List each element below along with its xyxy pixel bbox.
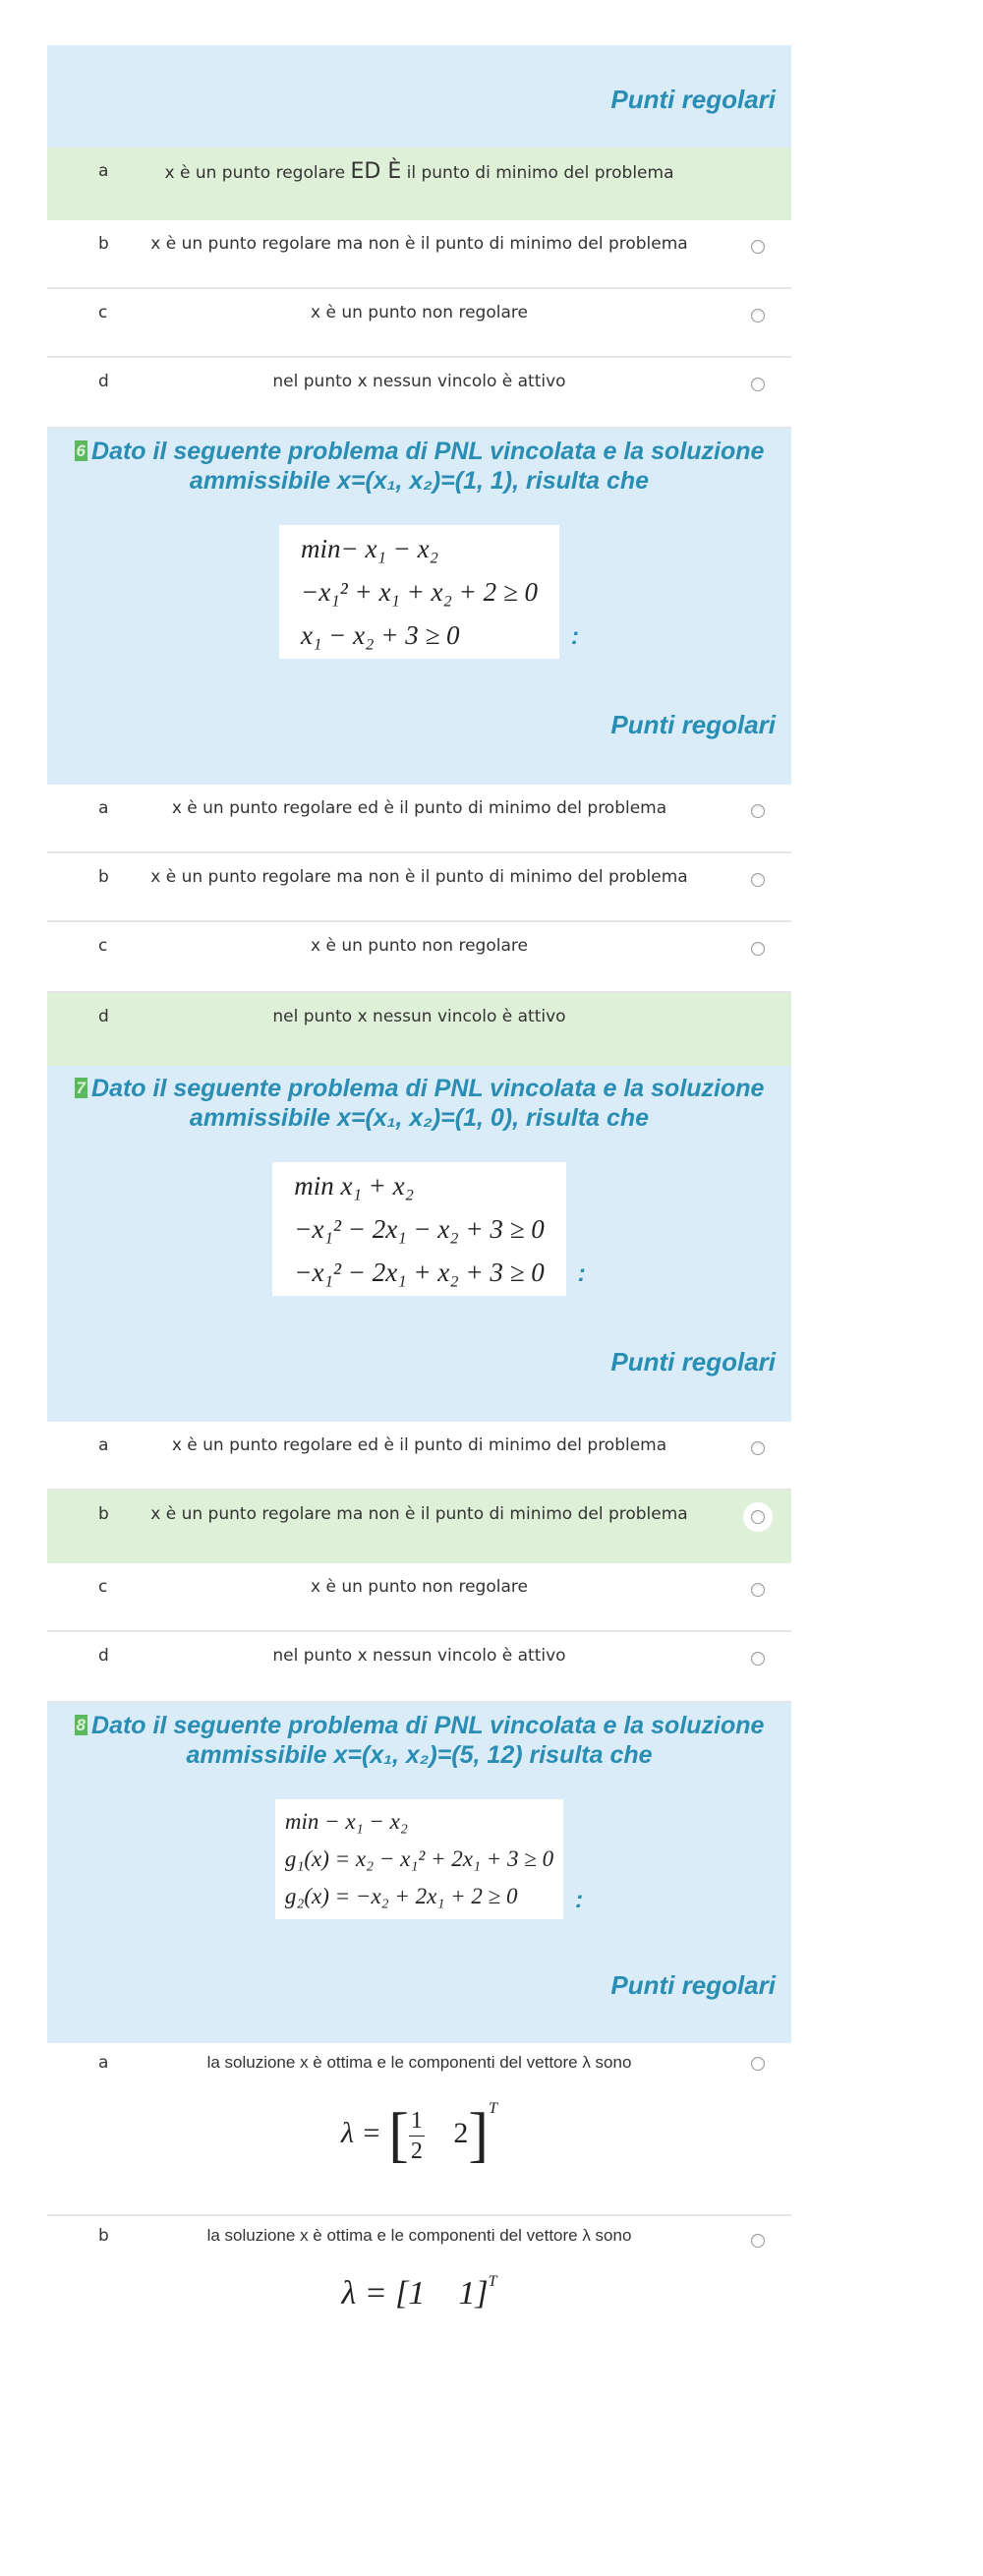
fraction-numerator: 1 (409, 2106, 425, 2137)
radio-button[interactable] (751, 378, 765, 391)
answer-option-a[interactable] (47, 785, 791, 853)
answer-letter: b (98, 867, 109, 887)
answer-option-b[interactable] (47, 2216, 791, 2344)
answer-text (126, 159, 713, 184)
answer-option-d[interactable] (47, 993, 791, 1066)
lambda-vector (47, 2100, 791, 2171)
formula-image (272, 1162, 586, 1296)
answer-option-a[interactable] (47, 1422, 791, 1491)
section-label: Punti regolari (610, 1347, 776, 1376)
radio-button[interactable] (751, 942, 765, 956)
formula-colon: : (577, 1260, 586, 1287)
answer-option-c[interactable] (47, 289, 791, 358)
answer-option-b[interactable] (47, 853, 791, 922)
formula-image (275, 1799, 584, 1919)
answer-text-post: il punto di minimo del problema (401, 163, 674, 183)
answer-option-c[interactable] (47, 1563, 791, 1632)
answer-text: x è un punto regolare ed è il punto di minimo del problema (171, 798, 667, 818)
question-5-header (47, 45, 791, 147)
answer-text: nel punto x nessun vincolo è attivo (272, 1007, 566, 1026)
answer-text: la soluzione x è ottima e le componenti del vettore λ sono (206, 2053, 632, 2072)
radio-button[interactable] (751, 1510, 765, 1524)
answer-text: x è un punto regolare ma non è il punto di minimo del problema (150, 234, 688, 254)
answer-letter: b (98, 1504, 109, 1524)
formula-container (47, 1162, 791, 1300)
answer-option-d[interactable] (47, 358, 791, 429)
answer-option-b[interactable] (47, 220, 791, 289)
question-number: 7 (76, 1079, 87, 1097)
formula-container (47, 525, 791, 663)
question-title (47, 1703, 791, 1770)
answer-option-a[interactable] (47, 147, 791, 220)
formula-colon: : (570, 623, 579, 650)
answer-option-b[interactable] (47, 1491, 791, 1563)
question-8-header (47, 1703, 791, 2043)
answer-letter: c (98, 1577, 108, 1597)
lambda-expr: λ = [1 1] (341, 2275, 489, 2312)
answer-letter: c (98, 303, 108, 322)
answer-letter: a (98, 1435, 109, 1455)
bracket-close: ] (468, 2101, 490, 2169)
lambda-vector (47, 2273, 791, 2313)
radio-button[interactable] (751, 804, 765, 818)
question-title-line2: ammissibile x=(x₁, x₂)=(5, 12) risulta che (186, 1741, 653, 1769)
radio-button[interactable] (751, 1441, 765, 1455)
question-title (47, 429, 791, 496)
answer-option-d[interactable] (47, 1632, 791, 1703)
answer-text: la soluzione x è ottima e le componenti del vettore λ sono (206, 2226, 632, 2245)
formula-line: −x₁² − 2x₁ + x₂ + 3 ≥ 0 (294, 1258, 545, 1287)
radio-button[interactable] (751, 309, 765, 322)
transpose-sup: T (489, 2100, 497, 2117)
radio-button[interactable] (751, 2234, 765, 2248)
question-6-header (47, 429, 791, 785)
answer-letter: d (98, 1646, 109, 1666)
question-title-line2: ammissibile x=(x₁, x₂)=(1, 0), risulta che (189, 1104, 650, 1132)
question-7-header (47, 1066, 791, 1422)
question-title (47, 1066, 791, 1133)
formula-line: min x₁ + x₂ (294, 1171, 415, 1200)
answer-letter: a (98, 798, 109, 818)
fraction-denominator: 2 (410, 2137, 423, 2164)
answer-letter: a (98, 2053, 109, 2073)
question-title-line1: Dato il seguente problema di PNL vincolata e la soluzione (91, 1075, 765, 1102)
formula-line: min − x₁ − x₂ (284, 1809, 408, 1834)
answer-letter: c (98, 936, 108, 956)
answer-option-a[interactable] (47, 2043, 791, 2216)
question-title-line1: Dato il seguente problema di PNL vincolata e la soluzione (91, 1712, 765, 1739)
answer-letter: d (98, 372, 109, 391)
answer-text-emph: ED È (350, 159, 402, 184)
formula-line: −x₁² + x₁ + x₂ + 2 ≥ 0 (301, 577, 538, 607)
answer-text: nel punto x nessun vincolo è attivo (272, 1646, 566, 1666)
formula-image (279, 525, 579, 659)
question-number: 8 (76, 1716, 87, 1734)
quiz-page (47, 45, 791, 2344)
answer-text: x è un punto non regolare (311, 303, 528, 322)
radio-button[interactable] (751, 2057, 765, 2071)
formula-line: g₁(x) = x₂ − x₁² + 2x₁ + 3 ≥ 0 (284, 1846, 554, 1871)
answer-text: x è un punto non regolare (311, 1577, 528, 1597)
answer-text: x è un punto regolare ed è il punto di minimo del problema (171, 1435, 667, 1455)
fraction (409, 2106, 425, 2166)
lambda-lhs: λ = (341, 2117, 381, 2149)
answer-text: x è un punto regolare ma non è il punto di minimo del problema (150, 1504, 688, 1524)
formula-line: x₁ − x₂ + 3 ≥ 0 (301, 620, 460, 650)
answer-text: x è un punto regolare ma non è il punto di minimo del problema (150, 867, 688, 887)
section-label: Punti regolari (610, 710, 776, 739)
answer-option-c[interactable] (47, 922, 791, 993)
radio-button[interactable] (751, 873, 765, 887)
question-title-line1: Dato il seguente problema di PNL vincolata e la soluzione (91, 438, 765, 465)
formula-line: g₂(x) = −x₂ + 2x₁ + 2 ≥ 0 (284, 1884, 518, 1908)
answer-letter: b (98, 2226, 109, 2246)
bracket-open: [ (388, 2101, 409, 2169)
formula-container (47, 1799, 791, 1937)
radio-button[interactable] (751, 240, 765, 254)
answer-letter: b (98, 234, 109, 254)
answer-text: nel punto x nessun vincolo è attivo (272, 372, 566, 391)
answer-text-pre: x è un punto regolare (164, 163, 351, 183)
answer-letter: a (98, 161, 109, 181)
answer-letter: d (98, 1007, 109, 1026)
radio-button[interactable] (751, 1652, 765, 1666)
question-title-line2: ammissibile x=(x₁, x₂)=(1, 1), risulta che (189, 467, 650, 495)
formula-line: −x₁² − 2x₁ − x₂ + 3 ≥ 0 (294, 1214, 545, 1244)
formula-line: min− x₁ − x₂ (301, 534, 438, 563)
lambda-second: 2 (453, 2117, 469, 2149)
question-number: 6 (76, 441, 87, 460)
transpose-sup: T (488, 2273, 497, 2290)
answer-text: x è un punto non regolare (311, 936, 528, 956)
formula-colon: : (575, 1887, 584, 1913)
section-label: Punti regolari (610, 85, 776, 114)
section-label: Punti regolari (610, 1970, 776, 2000)
radio-button[interactable] (751, 1583, 765, 1597)
